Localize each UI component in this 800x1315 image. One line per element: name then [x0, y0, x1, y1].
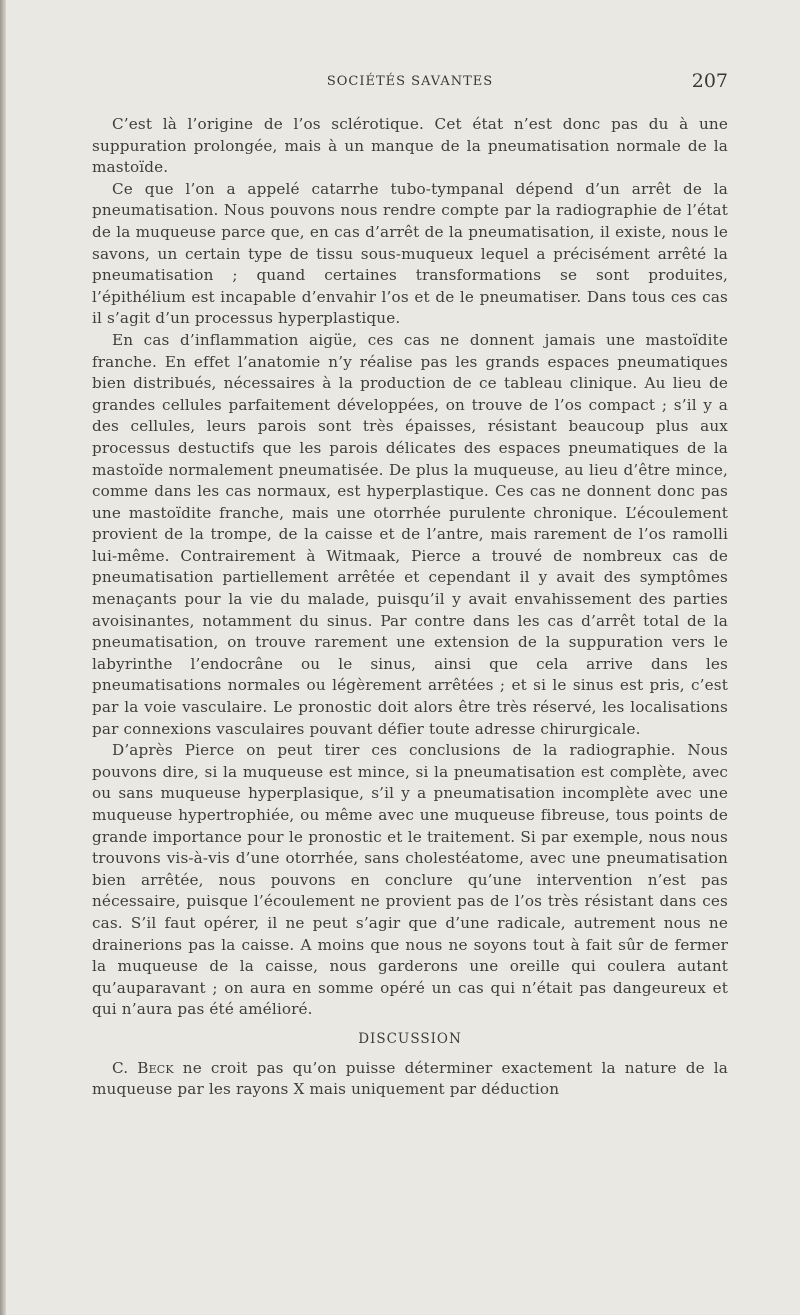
page-header [92, 70, 728, 96]
speaker-initial: C. [112, 1058, 129, 1077]
running-title: SOCIÉTÉS SAVANTES [326, 74, 494, 89]
page-number: 207 [691, 70, 728, 92]
discussion-paragraph [92, 1058, 728, 1101]
discussion-heading: DISCUSSION [358, 1030, 462, 1047]
discussion-text: ne croit pas qu’on puisse déterminer exactement la nature de la muqueuse par les rayons X mais uniquement par déduction [92, 1058, 728, 1099]
speaker-name: Beck [137, 1058, 174, 1077]
paragraph-2: Ce que l’on a appelé catarrhe tubo-tympanal dépend d’un arrêt de la pneumatisation. Nous pouvons nous rendre compte par la radiographie de l’état de la muqueuse parce que, en cas d’arrêt de la pneumatisation, il existe, nous le savons, un certain type de tissu sous-muqueux lequel a précisément arrêté la pneumatisation ; quand certaines transformations se sont produites, l’épithélium est incapable d’envahir l’os et de le pneumatiser. Dans tous ces cas il s’agit d’un processus hyperplastique. [92, 179, 728, 328]
paragraph-4: D’après Pierce on peut tirer ces conclusions de la radiographie. Nous pouvons dire, si la muqueuse est mince, si la pneumatisation est complète, avec ou sans muqueuse hyperplasique, s’il y a pneumatisation incomplète avec une muqueuse hypertrophiée, ou même avec une muqueuse fibreuse, tous points de grande importance pour le pronostic et le traitement. Si par exemple, nous nous trouvons vis-à-vis d’une otorrhée, sans cholestéatome, avec une pneumatisation bien arrêtée, nous pouvons en conclure qu’une intervention n’est pas nécessaire, puisque l’écoulement ne provient pas de l’os très résistant dans ces cas. S’il faut opérer, il ne peut s’agir que d’une radicale, autrement nous ne drainerions pas la caisse. A moins que nous ne soyons tout à fait sûr de fermer la muqueuse de la caisse, nous garderons une oreille qui coulera autant qu’auparavant ; on aura en somme opéré un cas qui n’était pas dangeureux et qui n’aura pas été amélioré. [92, 741, 728, 1019]
page-spine-shadow [0, 0, 6, 1315]
paragraph-3: En cas d’inflammation aigüe, ces cas ne donnent jamais une mastoïdite franche. En effet l’anatomie n’y réalise pas les grands espaces pneumatiques bien distribués, nécessaires à la production de ce tableau clinique. Au lieu de grandes cellules parfaitement développées, on trouve de l’os compact ; s’il y a des cellules, leurs parois sont très épaisses, résistant beaucoup plus aux processus destuctifs que les parois délicates des espaces pneumatiques de la mastoïde normalement pneumatisée. De plus la muqueuse, au lieu d’être mince, comme dans les cas normaux, est hyperplastique. Ces cas ne donnent donc pas une mastoïdite franche, mais une otorrhée purulente chronique. L’écoulement provient de la trompe, de la caisse et de l’antre, mais rarement de l’os ramolli lui-même. Contrairement à Witmaak, Pierce a trouvé de nombreux cas de pneumatisation partiellement arrêtée et cependant il y avait des symptômes menaçants pour la vie du malade, puisqu’il y avait envahissement des parties avoisinantes, notamment du sinus. Par contre dans les cas d’arrêt total de la pneumatisation, on trouve rarement une extension de la suppuration vers le labyrinthe l’endocrâne ou le sinus, ainsi que cela arrive dans les pneumatisations normales ou légèrement arrêtées ; et si le sinus est pris, c’est par la voie vasculaire. Le pronostic doit alors être très réservé, les localisations par connexions vasculaires pouvant défier toute adresse chirurgicale. [92, 330, 728, 738]
paragraph-1: C’est là l’origine de l’os sclérotique. Cet état n’est donc pas du à une suppuration prolongée, mais à un manque de la pneumatisation normale de la mastoïde. [92, 115, 728, 177]
article-body [92, 114, 728, 1101]
